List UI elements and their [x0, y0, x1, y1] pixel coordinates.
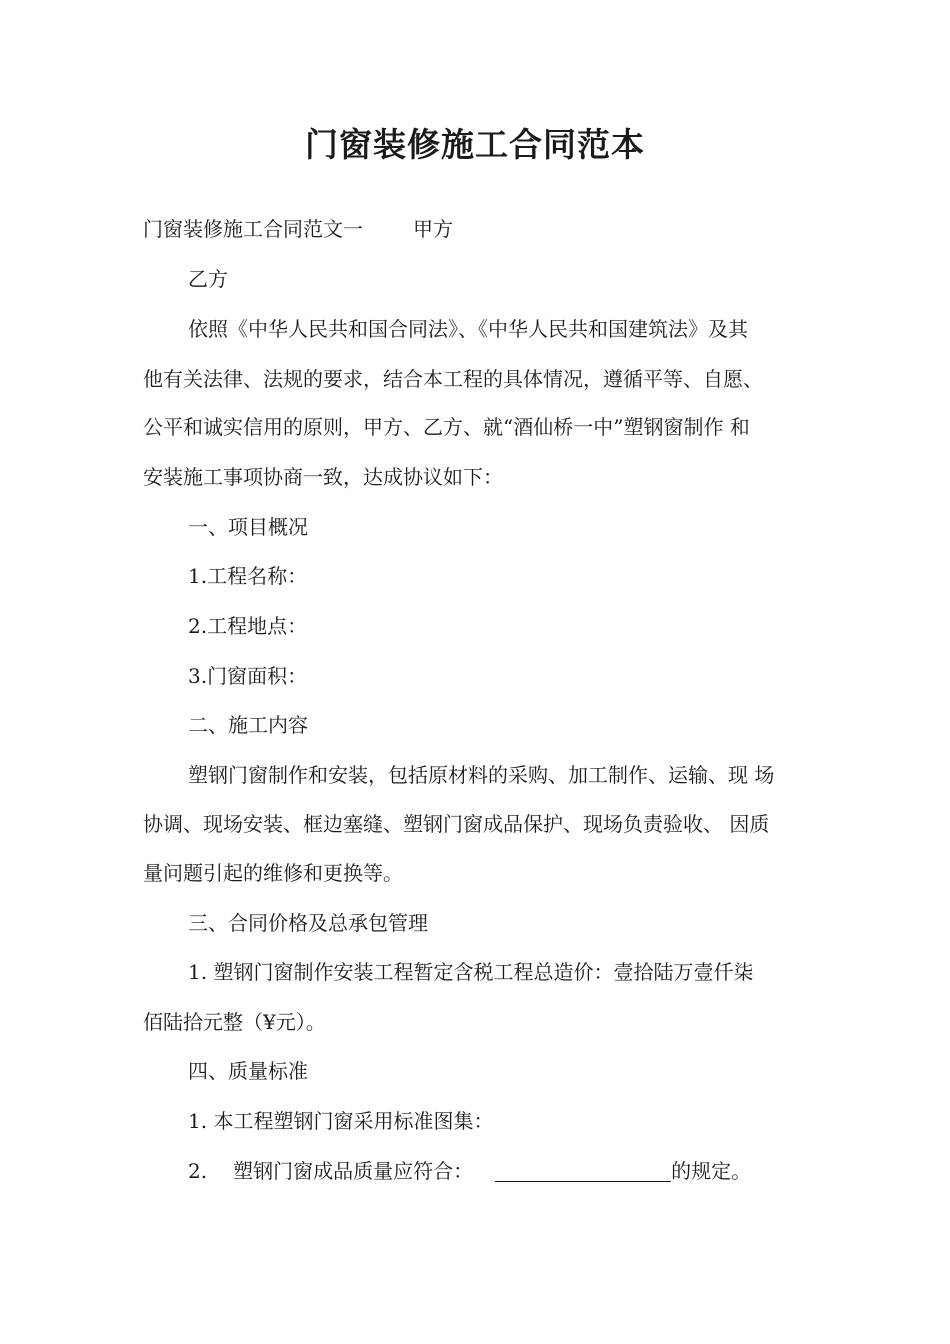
preamble-line-4: 安装施工事项协商一致，达成协议如下：	[143, 465, 503, 489]
fill-in-blank	[495, 1161, 671, 1182]
project-location-field: 2.工程地点：	[188, 614, 308, 638]
document-title: 门窗装修施工合同范本	[305, 125, 645, 164]
project-name-field: 1.工程名称：	[188, 564, 308, 588]
section-heading-3: 三、合同价格及总承包管理	[188, 911, 428, 935]
section-heading-4: 四、质量标准	[188, 1059, 308, 1083]
quality-requirement-text: 塑钢门窗成品质量应符合：	[233, 1159, 474, 1183]
document-subtitle: 门窗装修施工合同范文一	[143, 217, 363, 241]
quality-line-1: 1. 本工程塑钢门窗采用标准图集：	[188, 1109, 494, 1133]
window-area-field: 3.门窗面积：	[188, 664, 308, 688]
header-line	[143, 214, 453, 244]
scope-line-1: 塑钢门窗制作和安装，包括原材料的采购、加工制作、运输、现 场	[188, 763, 775, 787]
quality-suffix: 的规定。	[671, 1159, 752, 1183]
quality-line-2	[188, 1156, 751, 1186]
item-number: 2.	[188, 1159, 208, 1183]
party-b-label: 乙方	[188, 267, 228, 291]
section-heading-1: 一、项目概况	[188, 515, 308, 539]
preamble-line-2: 他有关法律、法规的要求，结合本工程的具体情况，遵循平等、自愿、	[143, 367, 763, 391]
price-line-1: 1. 塑钢门窗制作安装工程暂定含税工程总造价：壹拾陆万壹仟柒	[188, 960, 754, 984]
scope-line-2: 协调、现场安装、框边塞缝、塑钢门窗成品保护、现场负责验收、 因质	[143, 812, 770, 836]
section-heading-2: 二、施工内容	[188, 713, 308, 737]
party-a-label: 甲方	[413, 217, 453, 241]
price-line-2: 佰陆拾元整（¥元）。	[143, 1010, 326, 1034]
scope-line-3: 量问题引起的维修和更换等。	[143, 861, 403, 885]
preamble-line-1: 依照《中华人民共和国合同法》、《中华人民共和国建筑法》及其	[188, 317, 748, 341]
preamble-line-3: 公平和诚实信用的原则，甲方、乙方、就“酒仙桥一中”塑钢窗制作 和	[143, 415, 750, 439]
